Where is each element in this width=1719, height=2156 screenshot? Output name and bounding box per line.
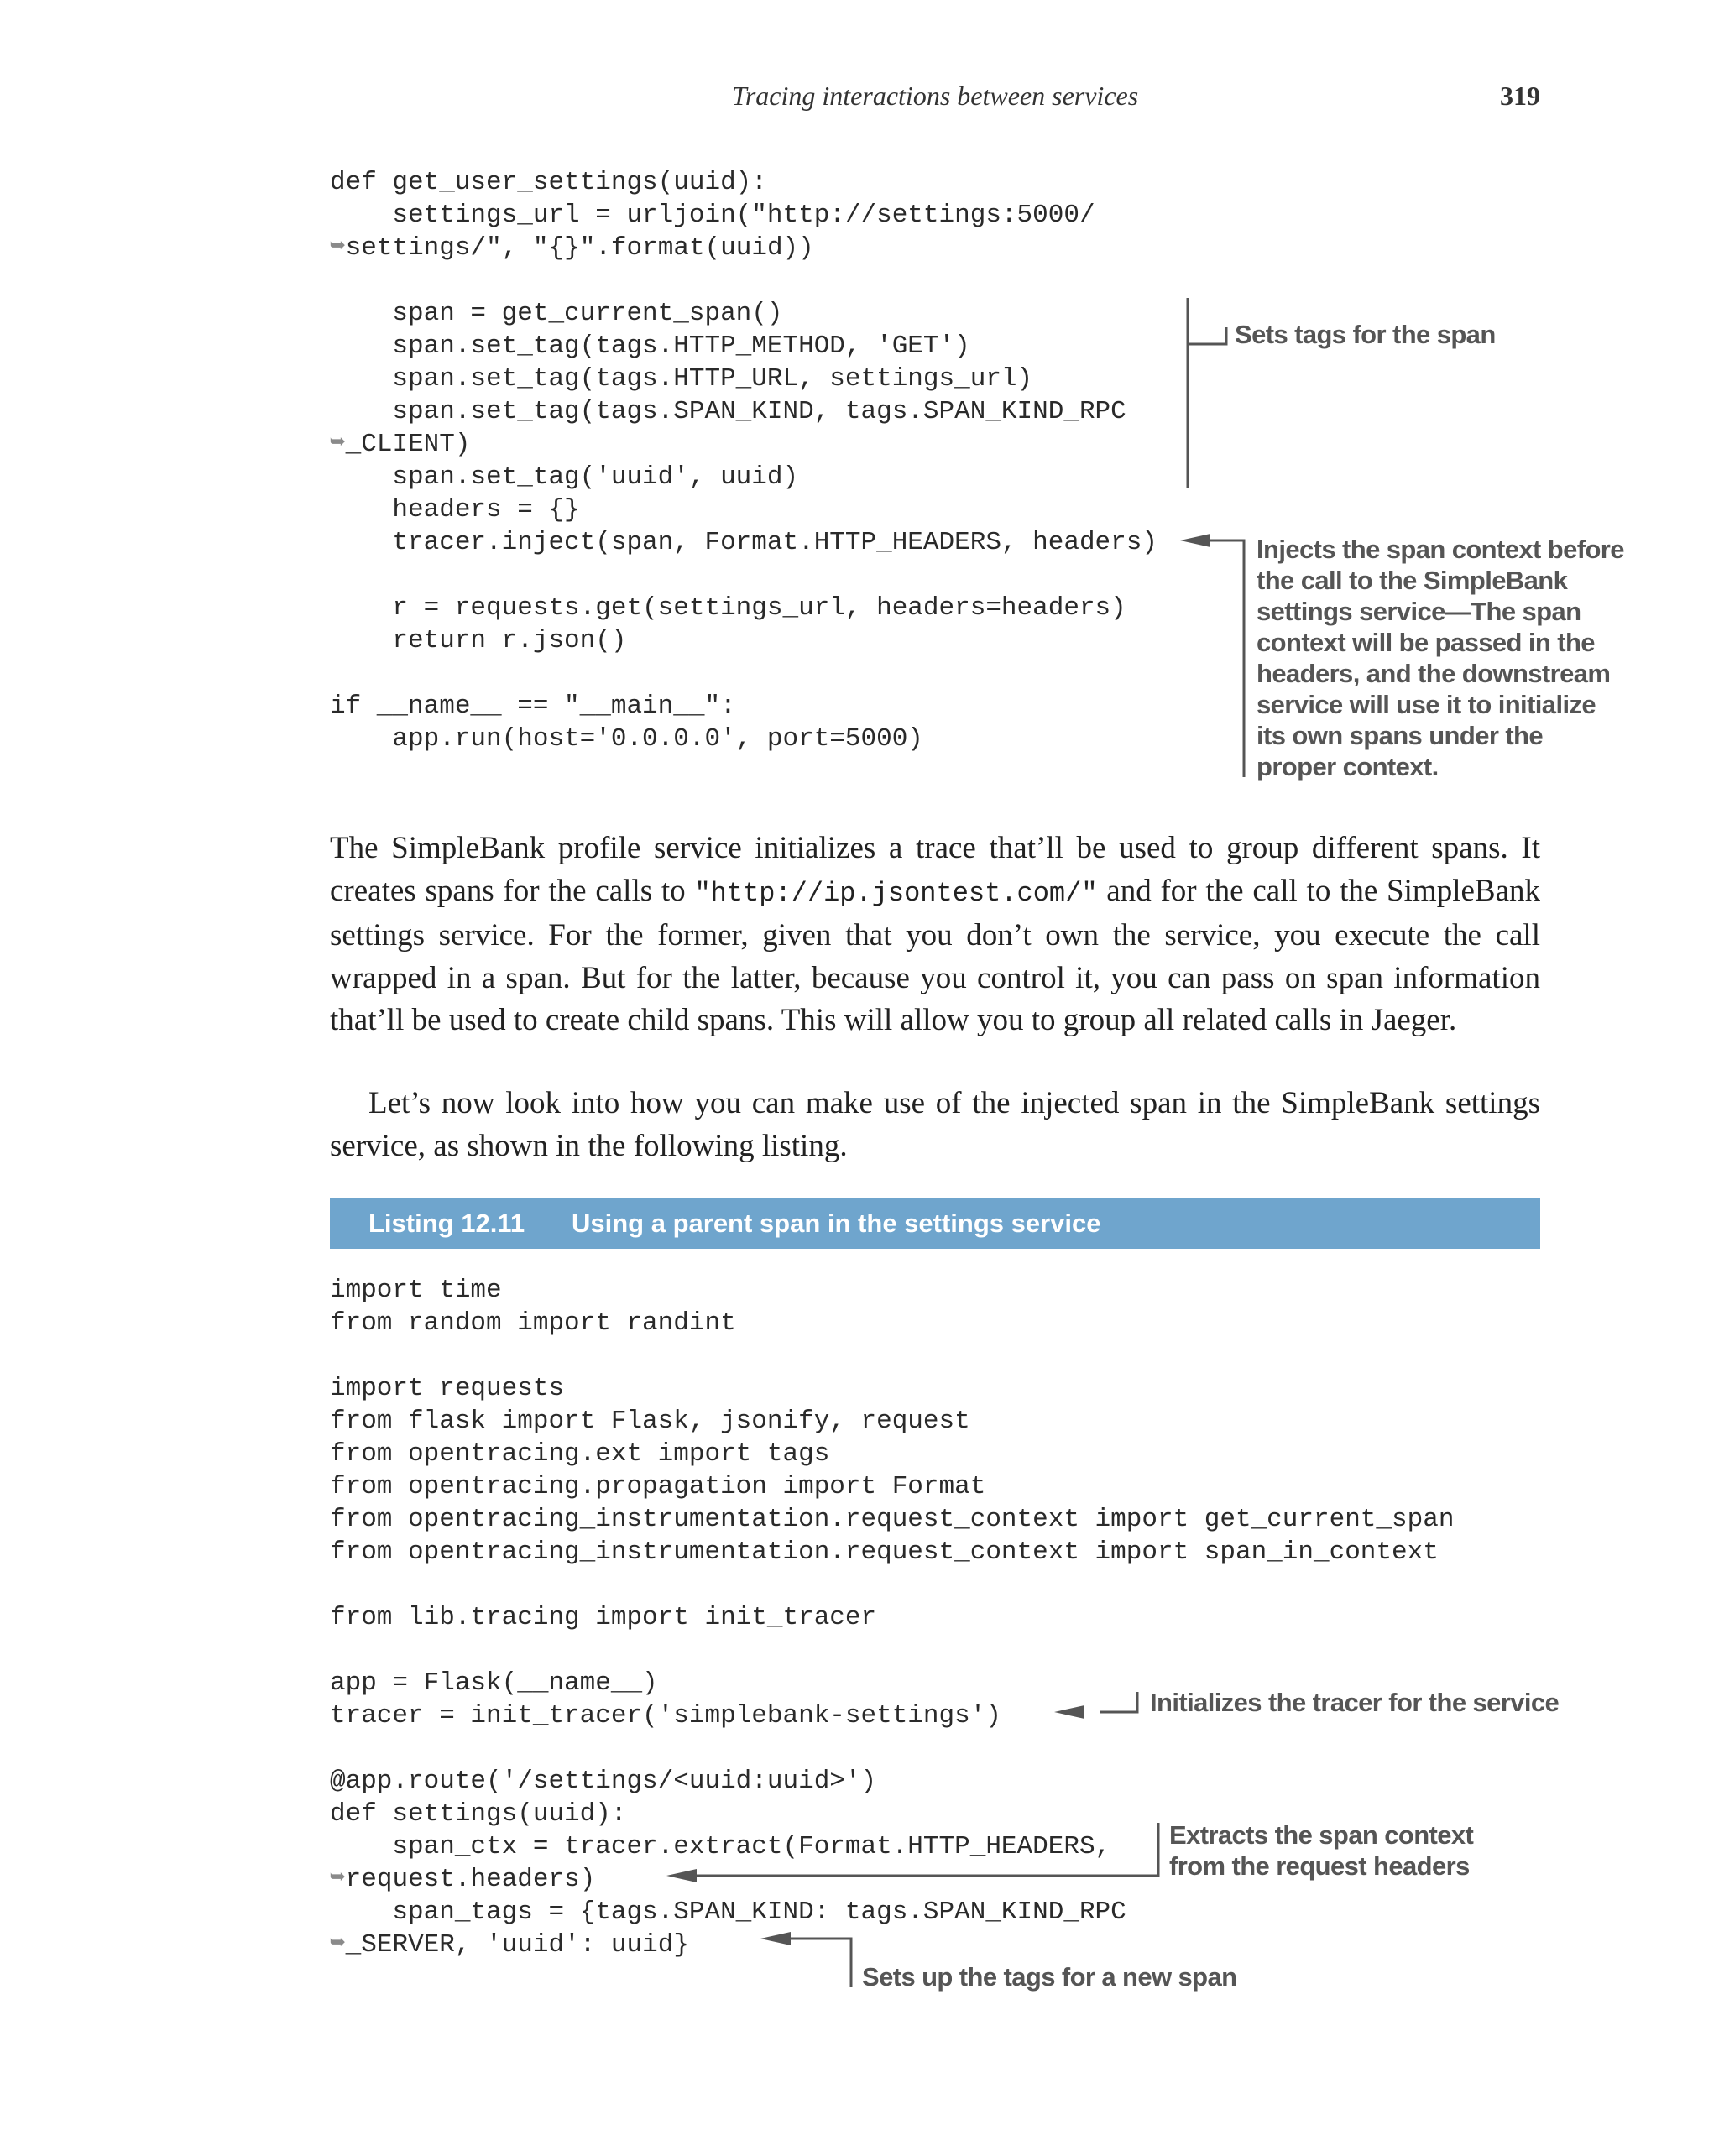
- code-text: r = requests.get(settings_url, headers=headers): [330, 593, 1126, 623]
- code-text: app = Flask(__name__): [330, 1668, 658, 1698]
- running-title: Tracing interactions between services: [731, 81, 1139, 111]
- code-text: span_ctx = tracer.extract(Format.HTTP_HEADERS,: [330, 1832, 1111, 1861]
- line-continuation-arrow-icon: ➥: [330, 233, 346, 263]
- code-text: from opentracing_instrumentation.request_context import get_current_span: [330, 1505, 1455, 1534]
- listing-number: Listing 12.11: [368, 1209, 525, 1238]
- code-text: return r.json(): [330, 626, 627, 655]
- code-text: _SERVER, 'uuid': uuid}: [345, 1930, 689, 1960]
- inline-code-url: "http://ip.jsontest.com/": [694, 877, 1098, 909]
- sets-up-tags-leader: [777, 1939, 851, 1987]
- annotation-sets-tags: Sets tags for the span: [1235, 320, 1496, 349]
- line-continuation-arrow-icon: ➥: [330, 430, 346, 459]
- code-text: tracer.inject(span, Format.HTTP_HEADERS, headers): [330, 528, 1157, 557]
- line-continuation-arrow-icon: ➥: [330, 1930, 346, 1960]
- code-text: from lib.tracing import init_tracer: [330, 1603, 877, 1632]
- listing-title: Using a parent span in the settings service: [572, 1209, 1101, 1238]
- annotation-line: settings service—The span: [1257, 597, 1581, 626]
- code-text: span.set_tag('uuid', uuid): [330, 462, 799, 492]
- annotation-line: proper context.: [1257, 752, 1439, 781]
- code-text: request.headers): [345, 1865, 596, 1894]
- annotation-init-tracer: Initializes the tracer for the service: [1150, 1688, 1560, 1717]
- annotation-line: its own spans under the: [1257, 721, 1544, 750]
- code-text: from flask import Flask, jsonify, request: [330, 1407, 970, 1436]
- sets-up-tags-arrowhead: [760, 1932, 791, 1945]
- code-text: if __name__ == "__main__":: [330, 692, 736, 721]
- code-text: span_tags = {tags.SPAN_KIND: tags.SPAN_KIND_RPC: [330, 1898, 1126, 1927]
- annotation-line: from the request headers: [1169, 1851, 1470, 1881]
- code-text: _CLIENT): [345, 430, 471, 459]
- annotation-line: service will use it to initialize: [1257, 690, 1596, 719]
- code-text: span.set_tag(tags.SPAN_KIND, tags.SPAN_KIND_RPC: [330, 397, 1126, 426]
- init-tracer-arrowhead: [1054, 1705, 1084, 1719]
- code-text: app.run(host='0.0.0.0', port=5000): [330, 724, 923, 754]
- sets-tags-leader: [1188, 327, 1226, 344]
- code-text: import time: [330, 1276, 502, 1305]
- code-text: import requests: [330, 1374, 565, 1403]
- code-text: span = get_current_span(): [330, 299, 783, 328]
- injects-leader: [1210, 540, 1244, 777]
- code-text: settings_url = urljoin("http://settings:5000/: [330, 201, 1095, 230]
- extracts-leader: [690, 1823, 1158, 1876]
- code-text: @app.route('/settings/<uuid:uuid>'): [330, 1767, 877, 1796]
- annotation-line: Extracts the span context: [1169, 1820, 1474, 1850]
- code-text: span.set_tag(tags.HTTP_URL, settings_url): [330, 364, 1033, 394]
- line-continuation-arrow-icon: ➥: [330, 1865, 346, 1894]
- page-number: 319: [1500, 81, 1540, 111]
- code-text: def settings(uuid):: [330, 1799, 627, 1829]
- init-tracer-leader: [1100, 1692, 1137, 1712]
- annotation-line: headers, and the downstream: [1257, 659, 1611, 688]
- paragraph-1-text-b: and for the call to the SimpleBank settings service. For the former, given that you don’t own the service, you execute the call wrapped in a span. But for the latter, because you control it, you can pass on span information that’ll be used to create child spans. This will allow you to group all related calls in Jaeger.: [330, 873, 1541, 1037]
- code-text: settings/", "{}".format(uuid)): [345, 233, 814, 263]
- code-text: from random import randint: [330, 1308, 736, 1338]
- annotation-line: context will be passed in the: [1257, 628, 1595, 657]
- body-paragraph-2: Let’s now look into how you can make use of the injected span in the SimpleBank settings service, as shown in the following listing.: [330, 1086, 1540, 1163]
- code-text: from opentracing_instrumentation.request_context import span_in_context: [330, 1537, 1439, 1567]
- annotation-line: the call to the SimpleBank: [1257, 566, 1568, 595]
- code-text: from opentracing.propagation import Format: [330, 1472, 986, 1501]
- code-text: def get_user_settings(uuid):: [330, 168, 767, 197]
- paragraph-1-text-a: The SimpleBank profile service initializes a trace that’ll be used to group different spans. It creates spans for the calls to: [330, 831, 1540, 908]
- annotation-line: Injects the span context before: [1257, 535, 1624, 564]
- annotation-sets-up-tags: Sets up the tags for a new span: [862, 1962, 1237, 1992]
- extracts-arrowhead: [666, 1869, 697, 1882]
- code-text: span.set_tag(tags.HTTP_METHOD, 'GET'): [330, 331, 970, 361]
- code-text: from opentracing.ext import tags: [330, 1439, 830, 1469]
- code-text: tracer = init_tracer('simplebank-settings'): [330, 1701, 1001, 1731]
- injects-arrowhead: [1180, 534, 1210, 547]
- code-text: headers = {}: [330, 495, 580, 525]
